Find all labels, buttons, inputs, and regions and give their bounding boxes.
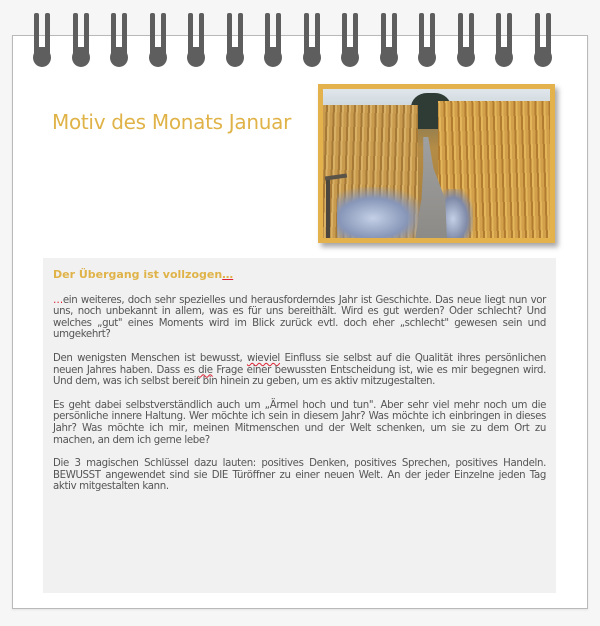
heading-ellipsis: … (222, 268, 234, 281)
spellcheck-word-wieviel[interactable]: wieviel (246, 352, 280, 364)
photo-railing-post (326, 177, 330, 238)
binding-ring-icon (303, 13, 321, 67)
article-heading-text: Der Übergang ist vollzogen (53, 268, 223, 281)
binding-ring-icon (457, 13, 475, 67)
photo-snow-left (337, 187, 427, 238)
article-box (43, 258, 556, 593)
paragraph-3: Es geht dabei selbstverständlich auch um „Ärmel hoch und tun". Aber sehr viel mehr noch um die persönliche innere Haltung. Wer möchte ich sein in diesem Jahr? Was möchte ich einbringen in dieses Jahr? Was möchte ich mir, meinen Mitmenschen und der Welt schenken, um sie zu dem Ort zu machen, an dem ich gerne lebe? (53, 399, 546, 446)
binding-ring-icon (380, 13, 398, 67)
binding-ring-icon (534, 13, 552, 67)
motif-photo (323, 89, 550, 238)
binding-ring-icon (33, 13, 51, 67)
binding-ring-icon (187, 13, 205, 67)
photo-frame (318, 84, 555, 243)
spellcheck-word-die[interactable]: die (198, 364, 213, 376)
binding-ring-icon (495, 13, 513, 67)
binding-ring-icon (72, 13, 90, 67)
binding-ring-icon (226, 13, 244, 67)
binding-ring-icon (264, 13, 282, 67)
paragraph-2-text-a: Den wenigsten Menschen ist bewusst, (53, 352, 247, 364)
binding-ring-icon (418, 13, 436, 67)
paragraph-4: Die 3 magischen Schlüssel dazu lauten: positives Denken, positives Sprechen, positives Handeln. BEWUSST angewendet sind sie DIE Türöffner zu einer neuen Welt. An der jeder Einzelne jeden Tag aktiv mitgestalten kann. (53, 458, 546, 493)
paragraph-1-text: ein weiteres, doch sehr spezielles und herausforderndes Jahr ist Geschichte. Das neue liegt nun vor uns, noch unbekannt in allem, was es für uns bereithält. Wird es gut werden? Oder schlecht? Und welches „gut" eines Moments wird im Blick zurück evtl. doch eher „schlecht" gewesen sein und umgekehrt? (53, 294, 546, 341)
lead-ellipsis: … (53, 294, 63, 306)
binding-ring-icon (149, 13, 167, 67)
paragraph-1 (53, 295, 546, 341)
paragraph-2-text-c: Frage einer bewussten Entscheidung ist, wie es mir begegnen wird. Und dem, was ich selbst bereit bin hinein zu geben, um es aktiv mitzugestalten. (53, 364, 547, 388)
page-title: Motiv des Monats Januar (52, 110, 291, 134)
binding-ring-icon (110, 13, 128, 67)
paragraph-2-text-b: Einfluss sie selbst auf die Qualität ihres persönlichen neuen Jahres haben. Dass es (53, 352, 546, 376)
paragraph-2 (53, 353, 546, 388)
spiral-binding (0, 0, 600, 80)
article-heading (53, 269, 546, 281)
binding-ring-icon (341, 13, 359, 67)
